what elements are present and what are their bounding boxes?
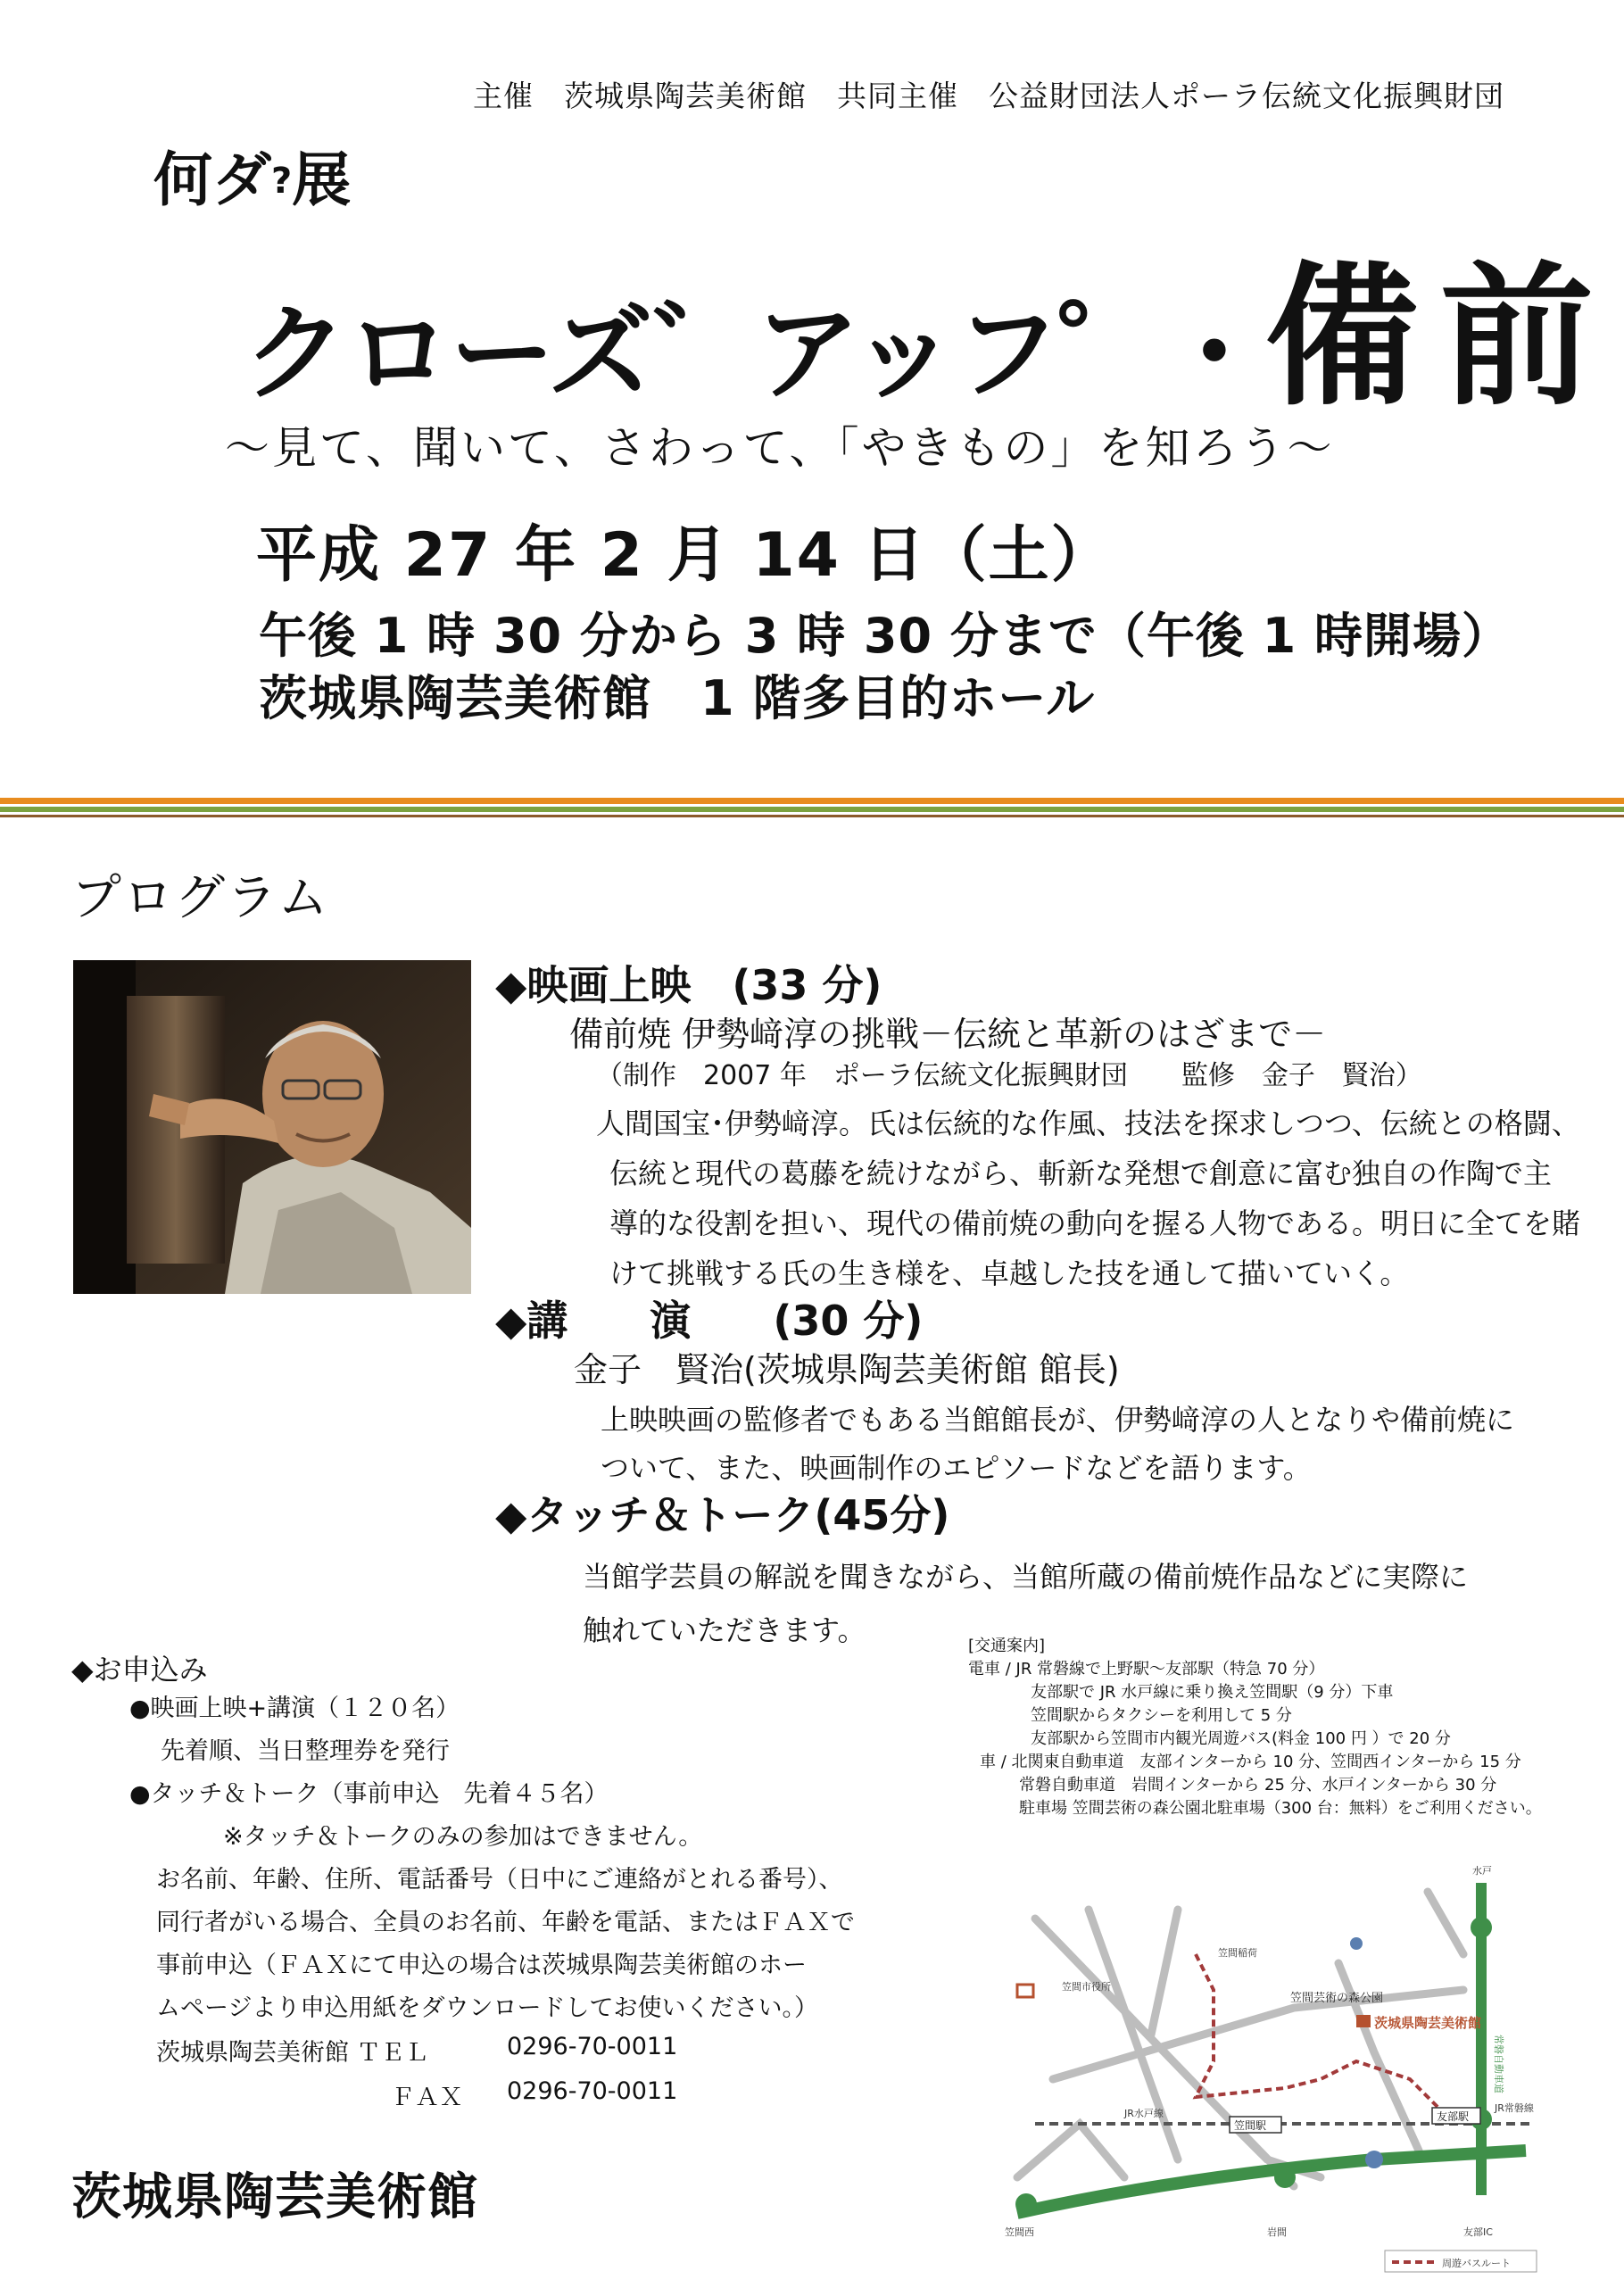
map-label-city-hall: 笠間市役所 [1062,1981,1111,1993]
map-label-iwama: 岩間 [1267,2226,1287,2238]
map-label-jr-mito: JR水戸線 [1124,2108,1164,2119]
access-line: 車 / 北関東自動車道 友部インターから 10 分、笠間西インターから 15 分 [980,1753,1521,1771]
apply-heading: ◆お申込み [71,1653,208,1687]
event-time: 午後 1 時 30 分から 3 時 30 分まで（午後 1 時開場） [259,608,1512,664]
map-label-jr-joban: JR常磐線 [1495,2102,1534,2114]
main-title [243,214,1615,435]
touch-desc-line: 当館学芸員の解説を聞きながら、当館所蔵の備前焼作品などに実際に [583,1560,1469,1594]
map-label-kasama-nishi: 笠間西 [1005,2226,1034,2238]
portrait-photo [73,960,471,1294]
divider-stripe-orange [0,798,1624,804]
apply-line: ●映画上映+講演（１２０名） [129,1695,460,1722]
access-line: 駐車場 笠間芸術の森公園北駐車場（300 台：無料）をご利用ください。 [1019,1799,1542,1818]
apply-line: ※タッチ＆トークのみの参加はできません。 [223,1823,703,1851]
apply-line: 事前申込（ＦＡＸにて申込の場合は茨城県陶芸美術館のホー [156,1952,807,1979]
film-desc-line: 人間国宝･伊勢﨑淳。氏は伝統的な作風、技法を探求しつつ、伝統との格闘、 [596,1107,1580,1140]
pretitle-question: ? [271,161,293,202]
divider-stripe-brown [0,815,1624,817]
map-label-tomobe-station: 友部駅 [1437,2110,1470,2123]
fax-number: 0296-70-0011 [507,2077,678,2105]
museum-logo: 茨城県陶芸美術館 [71,2168,478,2226]
pretitle-main: 何ダ [153,145,271,214]
map-label-tomobe-ic: 友部IC [1463,2226,1493,2238]
film-heading: ◆映画上映 (33 分) [495,961,882,1009]
map-label-museum: 茨城県陶芸美術館 [1374,2015,1482,2031]
apply-line: ムページより申込用紙をダウンロードしてお使いください。） [156,1994,818,2022]
subtitle: ～見て、聞いて、さわって、「やきもの」を知ろう～ [225,422,1335,474]
touch-heading: ◆タッチ＆トーク(45分) [495,1491,950,1539]
main-title-katakana: クローズ゛アッフ゜・ [243,292,1265,415]
lecture-desc-line: 上映映画の監修者でもある当館館長が、伊勢﨑淳の人となりや備前焼に [601,1403,1515,1437]
map-label-kasama-station: 笠間駅 [1234,2119,1267,2132]
access-map [999,1856,1553,2275]
lecture-speaker: 金子 賢治(茨城県陶芸美術館 館長) [574,1350,1120,1389]
tel-number: 0296-70-0011 [507,2033,678,2060]
main-title-kanji: 備前 [1264,245,1615,427]
access-line: 友部駅で JR 水戸線に乗り換え笠間駅（9 分）下車 [1031,1683,1394,1702]
map-legend-bus: 周遊バスルート [1442,2258,1511,2269]
program-heading: プログラム [71,869,330,927]
sponsor-line: 主催 茨城県陶芸美術館 共同主催 公益財団法人ポーラ伝統文化振興財団 [473,79,1504,113]
film-credit: （制作 2007 年 ポーラ伝統文化振興財団 監修 金子 賢治） [596,1060,1422,1091]
divider-stripe-green [0,807,1624,812]
access-heading: [交通案内] [968,1637,1046,1655]
map-label-expressway: 北関東自動車道 [1169,2190,1238,2201]
fax-label: ＦＡＸ [391,2084,463,2111]
access-line: 常磐自動車道 岩間インターから 25 分、水戸インターから 30 分 [1019,1776,1497,1795]
tel-label: 茨城県陶芸美術館 ＴＥＬ [156,2039,429,2067]
access-line: 友部駅から笠間市内観光周遊バス(料金 100 円 ）で 20 分 [1031,1729,1451,1748]
map-label-park: 笠間芸術の森公園 [1290,1992,1384,2005]
access-line: 電車 / JR 常磐線で上野駅～友部駅（特急 70 分） [968,1660,1325,1678]
map-label-shrine: 笠間稲荷 [1218,1947,1257,1959]
lecture-heading: ◆講 演 (30 分) [495,1297,924,1345]
film-desc-line: 伝統と現代の葛藤を続けながら、斬新な発想で創意に富む独自の作陶で主 [609,1156,1553,1190]
apply-line: お名前、年齢、住所、電話番号（日中にご連絡がとれる番号）、 [156,1866,843,1894]
map-label-joban-expressway: 常磐自動車道 [1493,2035,1504,2093]
lecture-desc-line: ついて、また、映画制作のエピソードなどを語ります。 [601,1451,1312,1485]
touch-desc-line: 触れていただきます。 [583,1613,866,1647]
apply-line: 先着順、当日整理券を発行 [161,1737,450,1765]
film-desc-line: 導的な役割を担い、現代の備前焼の動向を握る人物である。明日に全てを賭 [609,1206,1581,1240]
event-date: 平成 27 年 2 月 14 日（土） [256,520,1114,591]
pretitle [153,132,351,217]
apply-line: 同行者がいる場合、全員のお名前、年齢を電話、またはＦＡＸで [156,1909,855,1936]
access-line: 笠間駅からタクシーを利用して 5 分 [1031,1706,1292,1725]
film-title: 備前焼 伊勢﨑淳の挑戦－伝統と革新のはざまで－ [569,1015,1327,1054]
map-label-mito: 水戸 [1472,1865,1492,1877]
pretitle-end: 展 [292,145,352,214]
event-venue: 茨城県陶芸美術館 1 階多目的ホール [259,670,1096,726]
film-desc-line: けて挑戦する氏の生き様を、卓越した技を通して描いていく。 [609,1256,1409,1290]
apply-line: ●タッチ＆トーク（事前申込 先着４５名） [129,1780,609,1808]
